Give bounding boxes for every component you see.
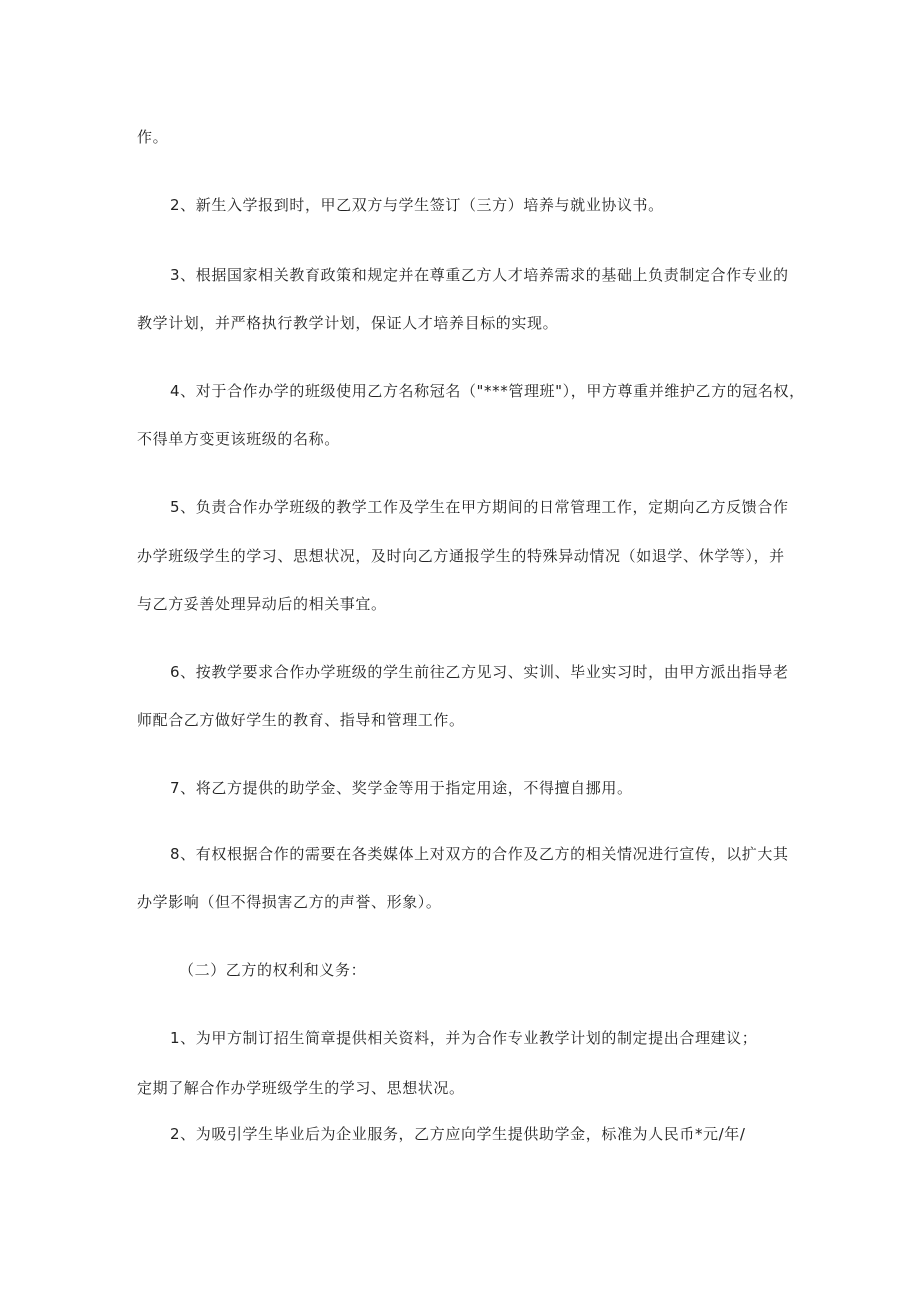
text-line: 1、为甲方制订招生简章提供相关资料，并为合作专业教学计划的制定提出合理建议； [170, 1029, 758, 1047]
text-line: 8、有权根据合作的需要在各类媒体上对双方的合作及乙方的相关情况进行宣传，以扩大其 [170, 845, 789, 863]
text-line: 3、根据国家相关教育政策和规定并在尊重乙方人才培养需求的基础上负责制定合作专业的 [170, 266, 789, 284]
text-line: 作。 [137, 128, 169, 146]
text-line: 6、按教学要求合作办学班级的学生前往乙方见习、实训、毕业实习时，由甲方派出指导老 [170, 663, 789, 681]
text-line: 2、为吸引学生毕业后为企业服务，乙方应向学生提供助学金，标准为人民币*元/年/ [170, 1125, 746, 1143]
text-line: 7、将乙方提供的助学金、奖学金等用于指定用途，不得擅自挪用。 [170, 779, 633, 797]
text-line: 2、新生入学报到时，甲乙双方与学生签订（三方）培养与就业协议书。 [170, 196, 664, 214]
text-line: 定期了解合作办学班级学生的学习、思想状况。 [137, 1079, 465, 1097]
text-line: 与乙方妥善处理异动后的相关事宜。 [137, 595, 387, 613]
text-line: 办学班级学生的学习、思想状况，及时向乙方通报学生的特殊异动情况（如退学、休学等），并 [137, 547, 785, 565]
text-line: 教学计划，并严格执行教学计划，保证人才培养目标的实现。 [137, 314, 559, 332]
text-line: 5、负责合作办学班级的教学工作及学生在甲方期间的日常管理工作，定期向乙方反馈合作 [170, 498, 789, 516]
text-line: 师配合乙方做好学生的教育、指导和管理工作。 [137, 711, 465, 729]
text-line: 4、对于合作办学的班级使用乙方名称冠名（"***管理班"），甲方尊重并维护乙方的冠名权， [170, 382, 805, 400]
text-line: 办学影响（但不得损害乙方的声誉、形象）。 [137, 893, 442, 911]
text-line: 不得单方变更该班级的名称。 [137, 430, 340, 448]
section-heading: （二）乙方的权利和义务： [179, 961, 367, 979]
